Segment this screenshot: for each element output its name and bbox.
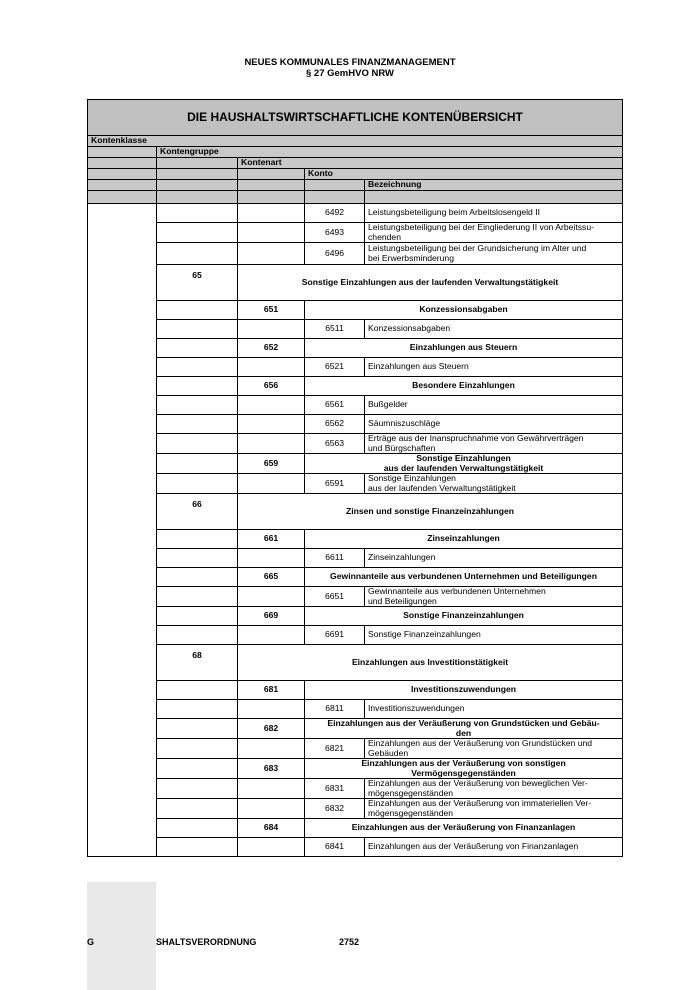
art-empty [238,799,305,819]
kontengruppe-cell: 65 [157,265,238,301]
kontenart-cell: 651 [238,301,305,320]
bezeichnung-cell: Erträge aus der Inanspruchnahme von Gewährverträgen und Bürgschaften [365,434,623,454]
kontenart-cell: 652 [238,339,305,358]
kontenart-text: Besondere Einzahlungen [305,377,623,396]
konto-cell: 6841 [305,838,365,857]
label-konto: Konto [305,169,623,180]
kontenart-cell: 659 [238,454,305,474]
kontenart-text: Einzahlungen aus Steuern [305,339,623,358]
table-row [88,494,623,530]
kontenart-cell: 665 [238,568,305,587]
table-row [88,739,623,759]
table-row [88,626,623,645]
kontengruppe-text: Einzahlungen aus Investitionstätigkeit [238,645,623,681]
bezeichnung-cell: Leistungsbeteiligung beim Arbeitslosengeld II [365,204,623,223]
konto-cell: 6492 [305,204,365,223]
gruppe-empty [157,739,238,759]
table-row [88,700,623,719]
table-row [88,434,623,454]
gruppe-empty [157,454,238,474]
konto-cell: 6832 [305,799,365,819]
table-row [88,719,623,739]
gruppe-empty [157,320,238,339]
kontengruppe-text: Sonstige Einzahlungen aus der laufenden Verwaltungstätigkeit [238,265,623,301]
konto-cell: 6821 [305,739,365,759]
table-row [88,377,623,396]
art-empty [238,700,305,719]
table-row [88,779,623,799]
kontenart-cell: 682 [238,719,305,739]
gruppe-empty [157,799,238,819]
art-empty [238,223,305,243]
bezeichnung-cell: Sonstige Einzahlungen aus der laufenden Verwaltungstätigkeit [365,474,623,494]
table-row [88,549,623,568]
konto-cell: 6691 [305,626,365,645]
art-empty [238,739,305,759]
art-empty [238,204,305,223]
konto-cell: 6521 [305,358,365,377]
konto-cell: 6511 [305,320,365,339]
table-row [88,265,623,301]
kontenart-text: Gewinnanteile aus verbundenen Unternehmen und Beteiligungen [305,568,623,587]
gruppe-empty [157,339,238,358]
gruppe-empty [157,530,238,549]
gruppe-empty [157,681,238,700]
gruppe-empty [157,700,238,719]
gruppe-empty [157,819,238,838]
konto-cell: 6831 [305,779,365,799]
konto-cell: 6811 [305,700,365,719]
gruppe-empty [157,358,238,377]
bezeichnung-cell: Konzessionsabgaben [365,320,623,339]
bezeichnung-cell: Einzahlungen aus der Veräußerung von immateriellen Ver- mögensgegenständen [365,799,623,819]
table-row [88,454,623,474]
table-row [88,223,623,243]
art-empty [238,838,305,857]
kontenart-cell: 681 [238,681,305,700]
page-number: 2752 [339,937,360,947]
table-row [88,799,623,819]
konten-table [87,99,623,857]
bezeichnung-cell: Investitionszuwendungen [365,700,623,719]
table-row [88,204,623,223]
art-empty [238,434,305,454]
art-empty [238,626,305,645]
table-row [88,759,623,779]
gruppe-empty [157,434,238,454]
gruppe-empty [157,549,238,568]
kontenart-cell: 669 [238,607,305,626]
konto-cell: 6493 [305,223,365,243]
kontenart-text: Sonstige Finanzeinzahlungen [305,607,623,626]
bezeichnung-cell: Sonstige Finanzeinzahlungen [365,626,623,645]
konto-cell: 6611 [305,549,365,568]
kontenart-cell: 683 [238,759,305,779]
art-empty [238,549,305,568]
gruppe-empty [157,396,238,415]
gruppe-empty [157,243,238,265]
table-row [88,645,623,681]
table-row [88,415,623,434]
table-row [88,587,623,607]
konto-cell: 6591 [305,474,365,494]
table-row [88,681,623,700]
gruppe-empty [157,719,238,739]
label-bezeichnung: Bezeichnung [365,180,623,191]
kontenart-cell: 661 [238,530,305,549]
table-row [88,243,623,265]
bezeichnung-cell: Säumniszuschläge [365,415,623,434]
konto-cell: 6563 [305,434,365,454]
art-empty [238,415,305,434]
gruppe-empty [157,759,238,779]
table-title: DIE HAUSHALTSWIRTSCHAFTLICHE KONTENÜBERSICHT [88,100,623,136]
art-empty [238,358,305,377]
art-empty [238,587,305,607]
gruppe-empty [157,568,238,587]
kontenart-text: Sonstige Einzahlungen aus der laufenden Verwaltungstätigkeit [305,454,623,474]
kontenart-text: Einzahlungen aus der Veräußerung von Grundstücken und Gebäu- den [305,719,623,739]
kontenart-cell: 684 [238,819,305,838]
gruppe-empty [157,415,238,434]
header-line-2: § 27 GemHVO NRW [306,68,394,79]
gruppe-empty [157,838,238,857]
kontengruppe-text: Zinsen und sonstige Finanzeinzahlungen [238,494,623,530]
table-row [88,819,623,838]
gruppe-empty [157,779,238,799]
bezeichnung-cell: Zinseinzahlungen [365,549,623,568]
gruppe-empty [157,607,238,626]
kontenart-text: Einzahlungen aus der Veräußerung von Finanzanlagen [305,819,623,838]
table-row [88,838,623,857]
bezeichnung-cell: Einzahlungen aus der Veräußerung von beweglichen Ver- mögensgegenständen [365,779,623,799]
kontenart-cell: 656 [238,377,305,396]
bezeichnung-cell: Einzahlungen aus Steuern [365,358,623,377]
table-row [88,358,623,377]
header-line-1: NEUES KOMMUNALES FINANZMANAGEMENT [244,57,456,68]
page-sidebar-shade [87,882,156,990]
bezeichnung-cell: Bußgelder [365,396,623,415]
gruppe-empty [157,587,238,607]
table-row [88,396,623,415]
table-row [88,301,623,320]
konto-cell: 6496 [305,243,365,265]
gruppe-empty [157,223,238,243]
art-empty [238,396,305,415]
bezeichnung-cell: Leistungsbeteiligung bei der Eingliederung II von Arbeitssu- chenden [365,223,623,243]
art-empty [238,779,305,799]
gruppe-empty [157,377,238,396]
table-row [88,474,623,494]
kontenart-text: Investitionszuwendungen [305,681,623,700]
table-row [88,339,623,358]
bezeichnung-cell: Gewinnanteile aus verbundenen Unternehmen und Beteiligungen [365,587,623,607]
table-body [88,204,623,857]
gruppe-empty [157,204,238,223]
gruppe-empty [157,474,238,494]
konto-cell: 6562 [305,415,365,434]
footer-left-initial: G [87,937,95,947]
page-header [0,57,700,79]
table-row [88,568,623,587]
table-row [88,607,623,626]
bezeichnung-cell: Einzahlungen aus der Veräußerung von Finanzanlagen [365,838,623,857]
konto-cell: 6561 [305,396,365,415]
label-kontenart: Kontenart [238,158,623,169]
kontenart-text: Zinseinzahlungen [305,530,623,549]
gruppe-empty [157,301,238,320]
art-empty [238,474,305,494]
kontengruppe-cell: 66 [157,494,238,530]
bezeichnung-cell: Leistungsbeteiligung bei der Grundsicherung im Alter und bei Erwerbsminderung [365,243,623,265]
table-row [88,320,623,339]
konto-cell: 6651 [305,587,365,607]
label-kontenklasse: Kontenklasse [88,136,623,147]
table-row [88,530,623,549]
bezeichnung-cell: Einzahlungen aus der Veräußerung von Grundstücken und Gebäuden [365,739,623,759]
footer-left-text: SHALTSVERORDNUNG [156,937,257,947]
gruppe-empty [157,626,238,645]
kontengruppe-cell: 68 [157,645,238,681]
kontenart-text: Konzessionsabgaben [305,301,623,320]
kontenklasse-cell [88,204,157,857]
art-empty [238,320,305,339]
art-empty [238,243,305,265]
label-kontengruppe: Kontengruppe [157,147,623,158]
kontenart-text: Einzahlungen aus der Veräußerung von sonstigen Vermögensgegenständen [305,759,623,779]
